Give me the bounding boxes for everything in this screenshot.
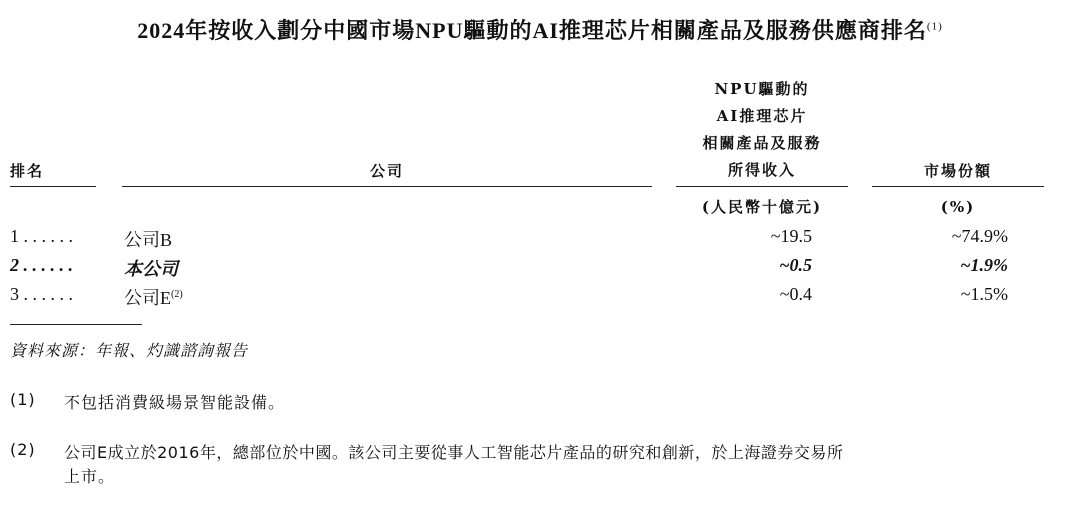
footnote-label: (2) [10,440,36,459]
revenue-header-line: 所得收入 [727,161,796,179]
rank-header-rule [10,186,96,187]
revenue-header-line: 相關產品及服務 [702,134,822,152]
share-unit: (%) [940,198,976,216]
table-row-revenue: ~0.4 [779,284,812,304]
table-row-revenue: ~0.5 [779,255,812,275]
table-row-rank: 3 . . . . . . [10,284,73,304]
title-text: 2024年按收入劃分中國市場NPU驅動的AI推理芯片相關產品及服務供應商排名 [137,18,927,43]
revenue-header-line: NPU驅動的 [714,80,810,98]
table-row-revenue: ~19.5 [770,226,812,246]
rank-header: 排名 [10,162,45,180]
table-row-company [124,284,183,310]
source-note: 資料來源：年報、灼識諮詢報告 [10,341,249,360]
revenue-header-rule [676,186,848,187]
footnote-divider [10,324,142,325]
revenue-header [676,76,848,184]
footnote-text: 公司E成立於2016年，總部位於中國。該公司主要從事人工智能芯片產品的研究和創新，於上海證券交易所 [64,443,844,462]
company-footnote-marker: (2) [171,289,183,300]
table-row-rank: 2 . . . . . . [10,255,73,275]
table-row-company: 公司B [124,230,173,250]
table-row-rank: 1 . . . . . . [10,226,73,246]
title-footnote-marker: (1) [926,20,943,33]
footnote-text: 不包括消費級場景智能設備。 [64,393,286,412]
table-row-share: ~1.9% [960,255,1008,275]
company-header: 公司 [369,162,404,180]
page-title [0,14,1080,45]
revenue-unit: (人民幣十億元) [701,198,823,216]
share-header: 市場份額 [923,162,992,180]
company-name: 公司E [124,288,171,308]
share-header-rule [872,186,1044,187]
revenue-header-line: AI推理芯片 [716,107,808,125]
table-row-company: 本公司 [124,259,178,279]
company-header-rule [122,186,652,187]
footnote-label: (1) [10,390,36,409]
table-row-share: ~1.5% [960,284,1008,304]
table-row-share: ~74.9% [951,226,1008,246]
footnote-text: 上市。 [64,467,116,486]
